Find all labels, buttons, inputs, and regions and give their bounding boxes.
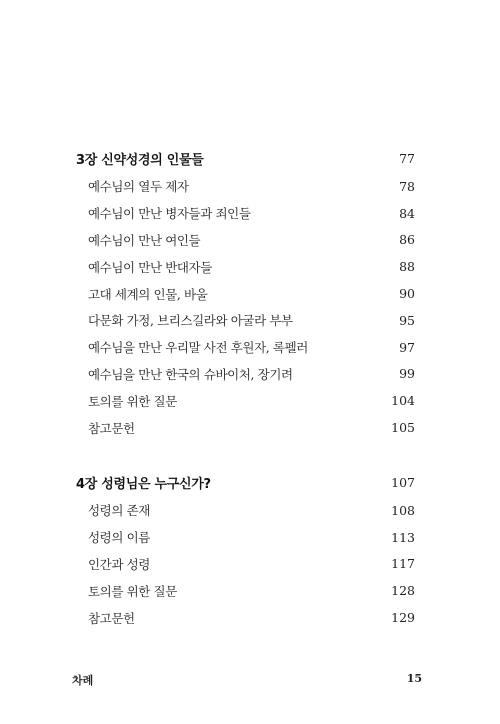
toc-entry xyxy=(76,253,415,280)
chapter-title: 3장 신약성경의 인물들 xyxy=(76,152,204,168)
entry-page-number: 104 xyxy=(391,393,415,409)
entry-title: 참고문헌 xyxy=(88,610,135,626)
chapter-heading xyxy=(76,467,415,497)
entry-title: 토의를 위한 질문 xyxy=(88,393,177,409)
chapter-3-section xyxy=(76,143,415,441)
entry-title: 예수님이 만난 반대자들 xyxy=(88,259,212,275)
chapter-page-number: 107 xyxy=(391,474,415,490)
toc-entry xyxy=(76,524,415,551)
chapter-title: 4장 성령님은 누구신가? xyxy=(76,476,211,492)
toc-entry xyxy=(76,334,415,361)
toc-entry xyxy=(76,604,415,631)
toc-entry xyxy=(76,577,415,604)
entry-title: 예수님이 만난 병자들과 죄인들 xyxy=(88,206,251,222)
entry-title: 예수님이 만난 여인들 xyxy=(88,232,201,248)
entry-title: 인간과 성령 xyxy=(88,556,150,572)
entry-title: 예수님을 만난 우리말 사전 후원자, 록펠러 xyxy=(88,340,308,356)
running-footer-label: 차례 xyxy=(72,674,94,687)
entry-page-number: 108 xyxy=(391,502,415,518)
entry-title: 예수님의 열두 제자 xyxy=(88,179,189,195)
entry-page-number: 86 xyxy=(399,232,415,248)
toc-entry xyxy=(76,227,415,254)
entry-page-number: 117 xyxy=(391,556,415,572)
toc-entry xyxy=(76,280,415,307)
footer-page-number: 15 xyxy=(406,672,422,685)
toc-entry xyxy=(76,307,415,334)
chapter-4-section xyxy=(76,467,415,631)
entry-title: 다문화 가정, 브리스길라와 아굴라 부부 xyxy=(88,313,293,329)
entry-page-number: 129 xyxy=(391,610,415,626)
toc-entry xyxy=(76,200,415,227)
entry-page-number: 113 xyxy=(391,529,415,545)
entry-page-number: 78 xyxy=(399,178,415,194)
entry-page-number: 88 xyxy=(399,259,415,275)
entry-title: 참고문헌 xyxy=(88,420,135,436)
chapter-page-number: 77 xyxy=(399,150,415,166)
toc-entry xyxy=(76,387,415,414)
entry-page-number: 97 xyxy=(399,339,415,355)
entry-page-number: 90 xyxy=(399,286,415,302)
toc-entry xyxy=(76,497,415,524)
toc-entry xyxy=(76,414,415,441)
entry-title: 성령의 존재 xyxy=(88,503,150,519)
entry-title: 예수님을 만난 한국의 슈바이처, 장기려 xyxy=(88,366,293,382)
entry-page-number: 84 xyxy=(399,205,415,221)
toc-entry xyxy=(76,173,415,200)
chapter-heading xyxy=(76,143,415,173)
toc-entry xyxy=(76,361,415,388)
toc-entry xyxy=(76,551,415,578)
entry-page-number: 128 xyxy=(391,583,415,599)
entry-title: 성령의 이름 xyxy=(88,530,150,546)
entry-title: 토의를 위한 질문 xyxy=(88,583,177,599)
entry-title: 고대 세계의 인물, 바울 xyxy=(88,286,208,302)
entry-page-number: 105 xyxy=(391,420,415,436)
entry-page-number: 99 xyxy=(399,366,415,382)
entry-page-number: 95 xyxy=(399,312,415,328)
